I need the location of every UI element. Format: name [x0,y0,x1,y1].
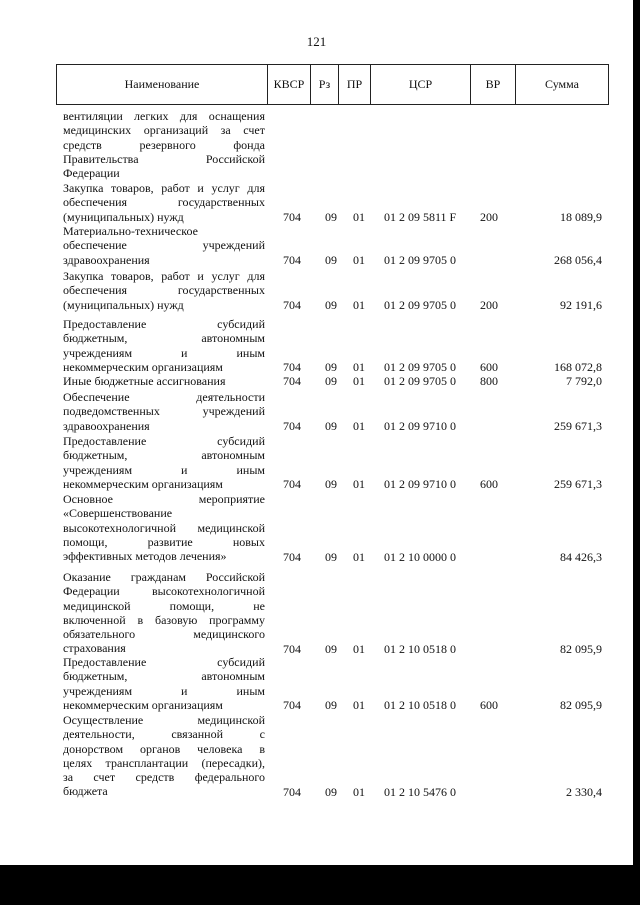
row-name-line: включенной в базовую программу [63,612,265,627]
row-name-line: за счет средств федерального [63,770,265,785]
row-kvsr: 704 [283,698,301,713]
row-csr: 01 2 10 0518 0 [384,698,456,713]
row-name-line: Предоставление субсидий [63,434,265,448]
row-name [63,434,265,491]
row-csr: 01 2 10 0518 0 [384,641,456,656]
row-sum: 82 095,9 [560,698,602,713]
table-row [0,434,633,491]
row-name-line: Осуществление медицинской [63,713,265,727]
row-pr: 01 [353,252,365,267]
row-name-line: Закупка товаров, работ и услуг для [63,269,265,283]
row-name-line: некоммерческим организациям [63,476,223,491]
row-name-line: бюджетным, автономным [63,331,265,346]
row-csr: 01 2 09 5811 F [384,209,457,224]
row-rz: 09 [325,477,337,492]
row-name-line: средств резервного фонда [63,137,265,152]
row-vr: 800 [480,374,498,389]
row-name-line: некоммерческим организациям [63,359,223,374]
row-kvsr: 704 [283,784,301,799]
row-kvsr: 704 [283,374,301,389]
row-name-line: подведомственных учреждений [63,404,265,419]
row-rz: 09 [325,360,337,375]
row-rz: 09 [325,374,337,389]
row-rz: 09 [325,297,337,312]
table-row [0,492,633,564]
column-header-vr: ВР [470,64,516,105]
row-rz: 09 [325,698,337,713]
row-sum: 168 072,8 [554,360,602,375]
row-name [63,655,265,712]
row-kvsr: 704 [283,209,301,224]
column-header-rz: Рз [310,64,339,105]
row-name-line: Правительства Российской [63,151,265,166]
table-row [0,655,633,712]
row-rz: 09 [325,418,337,433]
row-name-line: «Совершенствование [63,506,173,521]
row-pr: 01 [353,374,365,389]
row-name-line: учреждениям и иным [63,462,265,477]
row-name-line: Основное мероприятие [63,492,265,506]
row-rz: 09 [325,641,337,656]
row-sum: 259 671,3 [554,477,602,492]
row-name-line: бюджетным, автономным [63,669,265,684]
row-name-line: высокотехнологичной медицинской [63,520,265,535]
row-name-line: обеспечения государственных [63,195,265,210]
table-row [0,570,633,656]
row-name [63,570,265,656]
row-name-line: Материально-техническое [63,224,198,238]
row-pr: 01 [353,360,365,375]
row-name-line: донорством органов человека в [63,741,265,756]
row-rz: 09 [325,209,337,224]
row-vr: 600 [480,360,498,375]
row-sum: 92 191,6 [560,297,602,312]
row-sum: 84 426,3 [560,549,602,564]
row-name [63,181,265,224]
row-rz: 09 [325,549,337,564]
row-sum: 82 095,9 [560,641,602,656]
table-row [0,269,633,312]
row-name-line: здравоохранения [63,418,150,433]
table-row [0,317,633,374]
table-row [0,390,633,433]
row-sum: 268 056,4 [554,252,602,267]
row-sum: 2 330,4 [566,784,602,799]
row-name-line: обязательного медицинского [63,627,265,642]
page-number: 121 [306,34,327,49]
row-kvsr: 704 [283,418,301,433]
row-csr: 01 2 09 9710 0 [384,418,456,433]
row-name-line: Закупка товаров, работ и услуг для [63,181,265,195]
table-row [0,181,633,224]
row-pr: 01 [353,477,365,492]
row-name [63,374,265,388]
row-vr: 200 [480,209,498,224]
row-name-line: деятельности, связанной с [63,727,265,742]
row-kvsr: 704 [283,360,301,375]
row-name-line: страхования [63,641,126,656]
row-name-line: целях трансплантации (пересадки), [63,755,265,770]
row-name [63,224,265,267]
table-header [56,64,609,105]
column-header-kvsr: КВСР [267,64,311,105]
row-rz: 09 [325,252,337,267]
row-pr: 01 [353,641,365,656]
row-kvsr: 704 [283,549,301,564]
row-pr: 01 [353,209,365,224]
row-name-line: учреждениям и иным [63,345,265,360]
column-header-pr: ПР [338,64,371,105]
row-kvsr: 704 [283,477,301,492]
row-name-line: здравоохранения [63,252,150,267]
column-header-sum: Сумма [515,64,609,105]
row-csr: 01 2 09 9705 0 [384,360,456,375]
row-name-line: Оказание гражданам Российской [63,570,265,584]
row-name [63,713,265,799]
row-csr: 01 2 09 9705 0 [384,252,456,267]
row-name-line: Федерации высокотехнологичной [63,584,265,599]
row-name-line: эффективных методов лечения» [63,549,227,564]
row-name [63,492,265,563]
row-csr: 01 2 09 9710 0 [384,477,456,492]
row-csr: 01 2 10 0000 0 [384,549,456,564]
row-name-line: учреждениям и иным [63,683,265,698]
row-name [63,109,265,180]
row-sum: 259 671,3 [554,418,602,433]
row-kvsr: 704 [283,252,301,267]
row-name-line: медицинской помощи, не [63,598,265,613]
row-sum: 18 089,9 [560,209,602,224]
row-csr: 01 2 09 9705 0 [384,374,456,389]
row-pr: 01 [353,784,365,799]
table-row [0,109,633,181]
row-kvsr: 704 [283,641,301,656]
column-header-csr: ЦСР [370,64,471,105]
row-name-line: (муниципальных) нужд [63,297,184,312]
row-vr: 600 [480,698,498,713]
row-name [63,390,265,433]
row-name-line: (муниципальных) нужд [63,209,184,224]
row-pr: 01 [353,297,365,312]
row-sum: 7 792,0 [566,374,602,389]
row-name [63,269,265,312]
row-name-line: Предоставление субсидий [63,317,265,331]
row-name-line: бюджета [63,784,108,799]
row-name-line: обеспечение учреждений [63,238,265,253]
row-name-line: Иные бюджетные ассигнования [63,374,226,388]
column-header-name: Наименование [56,64,268,105]
table-row [0,224,633,267]
row-csr: 01 2 09 9705 0 [384,297,456,312]
row-rz: 09 [325,784,337,799]
row-name-line: обеспечения государственных [63,283,265,298]
row-pr: 01 [353,698,365,713]
row-name-line: вентиляции легких для оснащения [63,109,265,123]
row-name-line: бюджетным, автономным [63,448,265,463]
row-name-line: Предоставление субсидий [63,655,265,669]
row-name-line: помощи, развитие новых [63,534,265,549]
row-name-line: Федерации [63,166,120,181]
row-csr: 01 2 10 5476 0 [384,784,456,799]
row-name-line: Обеспечение деятельности [63,390,265,404]
table-row [0,374,633,388]
row-kvsr: 704 [283,297,301,312]
row-pr: 01 [353,549,365,564]
row-name-line: медицинских организаций за счет [63,123,265,138]
row-name-line: некоммерческим организациям [63,697,223,712]
row-pr: 01 [353,418,365,433]
table-row [0,713,633,799]
row-name [63,317,265,374]
row-vr: 600 [480,477,498,492]
row-vr: 200 [480,297,498,312]
